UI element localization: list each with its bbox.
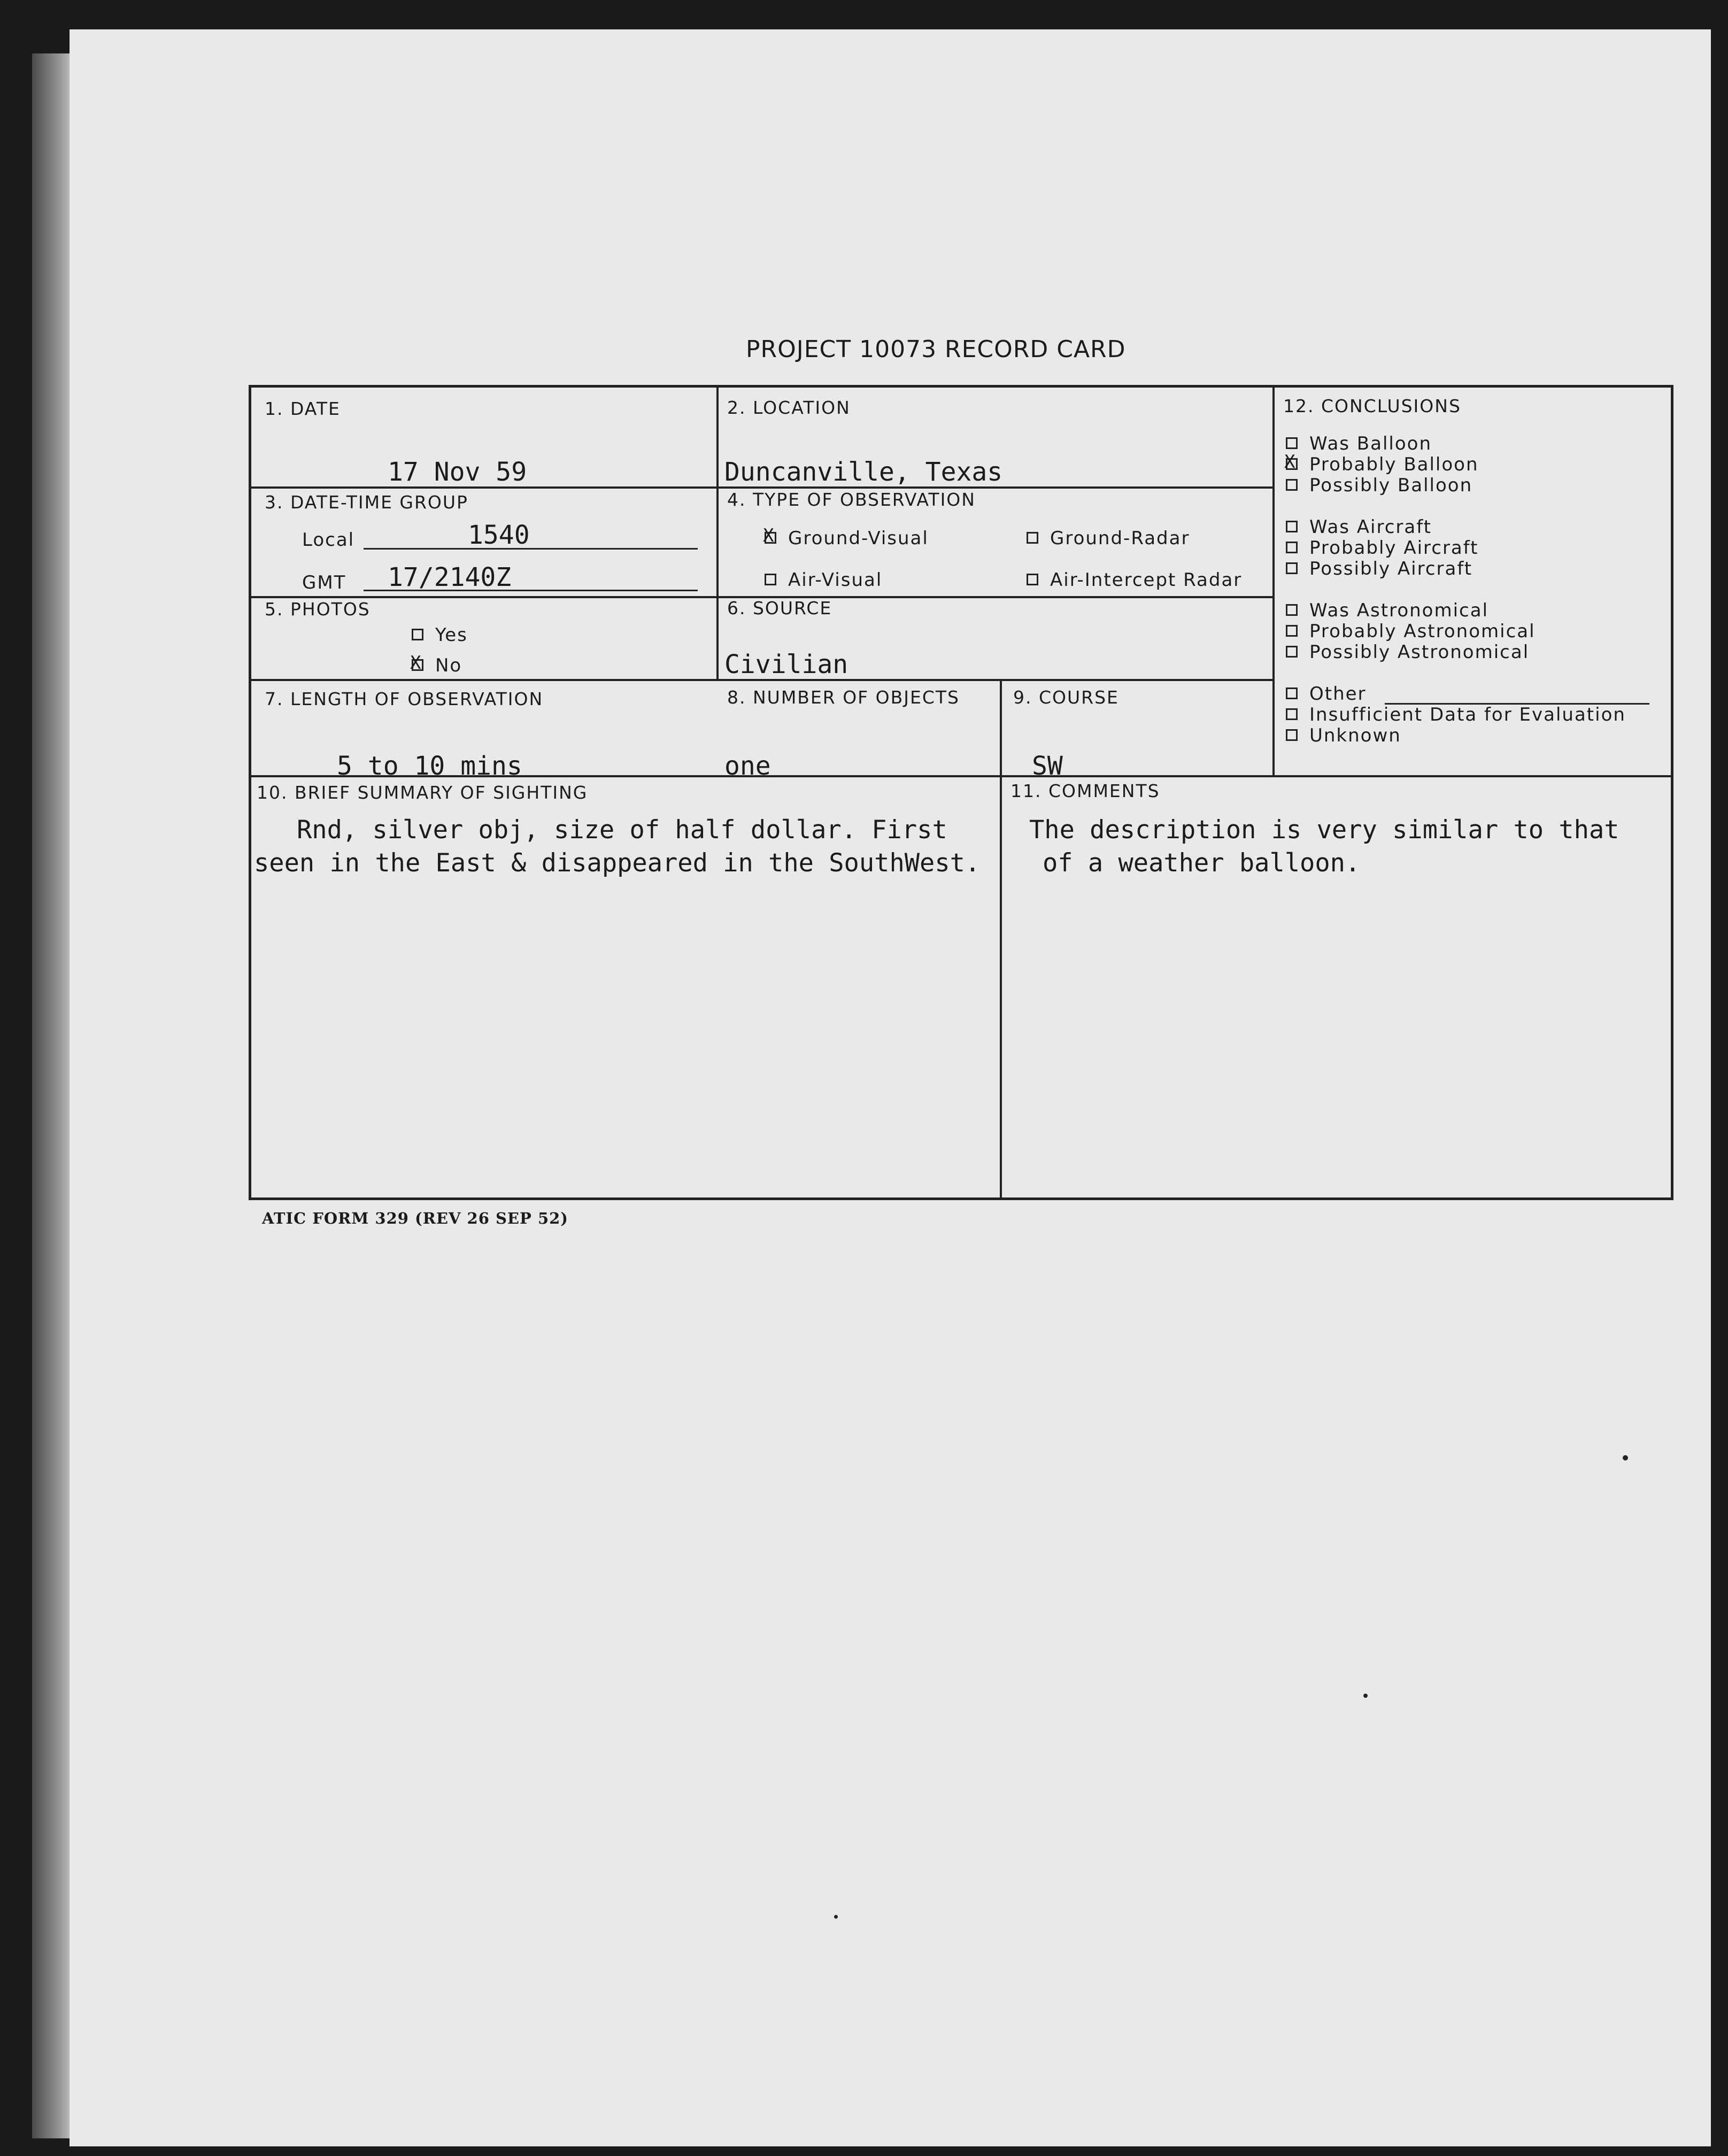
type-of-observation-label: 4. TYPE OF OBSERVATION (727, 489, 976, 510)
divider (1272, 388, 1275, 775)
course-label: 9. COURSE (1013, 687, 1119, 708)
checkbox (412, 659, 423, 671)
option-ground-visual: XGround-Visual (765, 528, 929, 549)
speck (1623, 1455, 1628, 1460)
checkbox (1286, 708, 1298, 720)
conclusion-probably-astronomical: Probably Astronomical (1286, 621, 1536, 642)
record-card (249, 385, 1673, 1200)
checkbox (1286, 646, 1298, 658)
checkbox (1286, 458, 1298, 470)
conclusion-was-aircraft: Was Aircraft (1286, 516, 1432, 538)
speck (1363, 1694, 1368, 1698)
gmt-label: GMT (302, 572, 346, 593)
conclusion-probably-balloon: XProbably Balloon (1286, 454, 1479, 475)
checkbox (1286, 729, 1298, 741)
conclusion-possibly-aircraft: Possibly Aircraft (1286, 558, 1472, 579)
summary-line-1: Rnd, silver obj, size of half dollar. First (297, 815, 947, 845)
checkbox (1027, 532, 1038, 544)
conclusion-was-balloon: Was Balloon (1286, 433, 1432, 454)
photos-no: XNo (412, 655, 462, 676)
speck (834, 1915, 838, 1919)
checkbox (1286, 542, 1298, 553)
photos-yes: Yes (412, 624, 468, 646)
length-label: 7. LENGTH OF OBSERVATION (265, 689, 544, 709)
comments-line-1: The description is very similar to that (1029, 815, 1619, 845)
checkbox (1286, 604, 1298, 616)
checkbox (412, 629, 423, 640)
date-time-group-label: 3. DATE-TIME GROUP (265, 492, 468, 513)
checkbox (1286, 562, 1298, 574)
source-label: 6. SOURCE (727, 598, 832, 619)
date-label: 1. DATE (265, 398, 341, 419)
checkbox (1027, 574, 1038, 585)
source-value: Civilian (724, 650, 848, 679)
conclusion-was-astronomical: Was Astronomical (1286, 600, 1488, 621)
checkbox (1286, 625, 1298, 637)
number-of-objects-value: one (724, 751, 771, 781)
location-label: 2. LOCATION (727, 397, 851, 418)
checkbox (1286, 687, 1298, 699)
local-label: Local (302, 529, 355, 551)
checkbox (765, 574, 776, 585)
checkbox (765, 532, 776, 544)
summary-line-2: seen in the East & disappeared in the SouthWest. (254, 848, 981, 878)
conclusion-possibly-astronomical: Possibly Astronomical (1286, 642, 1529, 663)
conclusion-possibly-balloon: Possibly Balloon (1286, 475, 1472, 496)
divider (1000, 679, 1002, 1200)
summary-label: 10. BRIEF SUMMARY OF SIGHTING (257, 782, 588, 803)
divider (716, 388, 719, 679)
local-underline (364, 548, 698, 550)
local-time-value: 1540 (468, 520, 530, 550)
card-title: PROJECT 10073 RECORD CARD (746, 336, 1126, 363)
option-ground-radar: Ground-Radar (1027, 528, 1190, 549)
number-of-objects-label: 8. NUMBER OF OBJECTS (727, 687, 960, 708)
date-value: 17 Nov 59 (388, 457, 527, 487)
conclusions-label: 12. CONCLUSIONS (1283, 396, 1461, 416)
course-value: SW (1032, 751, 1063, 781)
length-value: 5 to 10 mins (337, 751, 522, 781)
conclusion-unknown: Unknown (1286, 725, 1401, 746)
gmt-time-value: 17/2140Z (388, 562, 512, 592)
conclusion-insufficient-data: Insufficient Data for Evaluation (1286, 704, 1626, 725)
photos-label: 5. PHOTOS (265, 599, 371, 620)
comments-label: 11. COMMENTS (1010, 781, 1160, 801)
comments-line-2: of a weather balloon. (1043, 848, 1361, 878)
form-id: ATIC FORM 329 (REV 26 SEP 52) (262, 1209, 569, 1227)
checkbox (1286, 521, 1298, 532)
checkbox (1286, 479, 1298, 491)
checkbox (1286, 437, 1298, 449)
option-air-visual: Air-Visual (765, 569, 882, 591)
option-air-intercept-radar: Air-Intercept Radar (1027, 569, 1242, 591)
conclusion-probably-aircraft: Probably Aircraft (1286, 537, 1478, 559)
conclusion-other: Other (1286, 683, 1367, 705)
location-value: Duncanville, Texas (724, 457, 1003, 487)
